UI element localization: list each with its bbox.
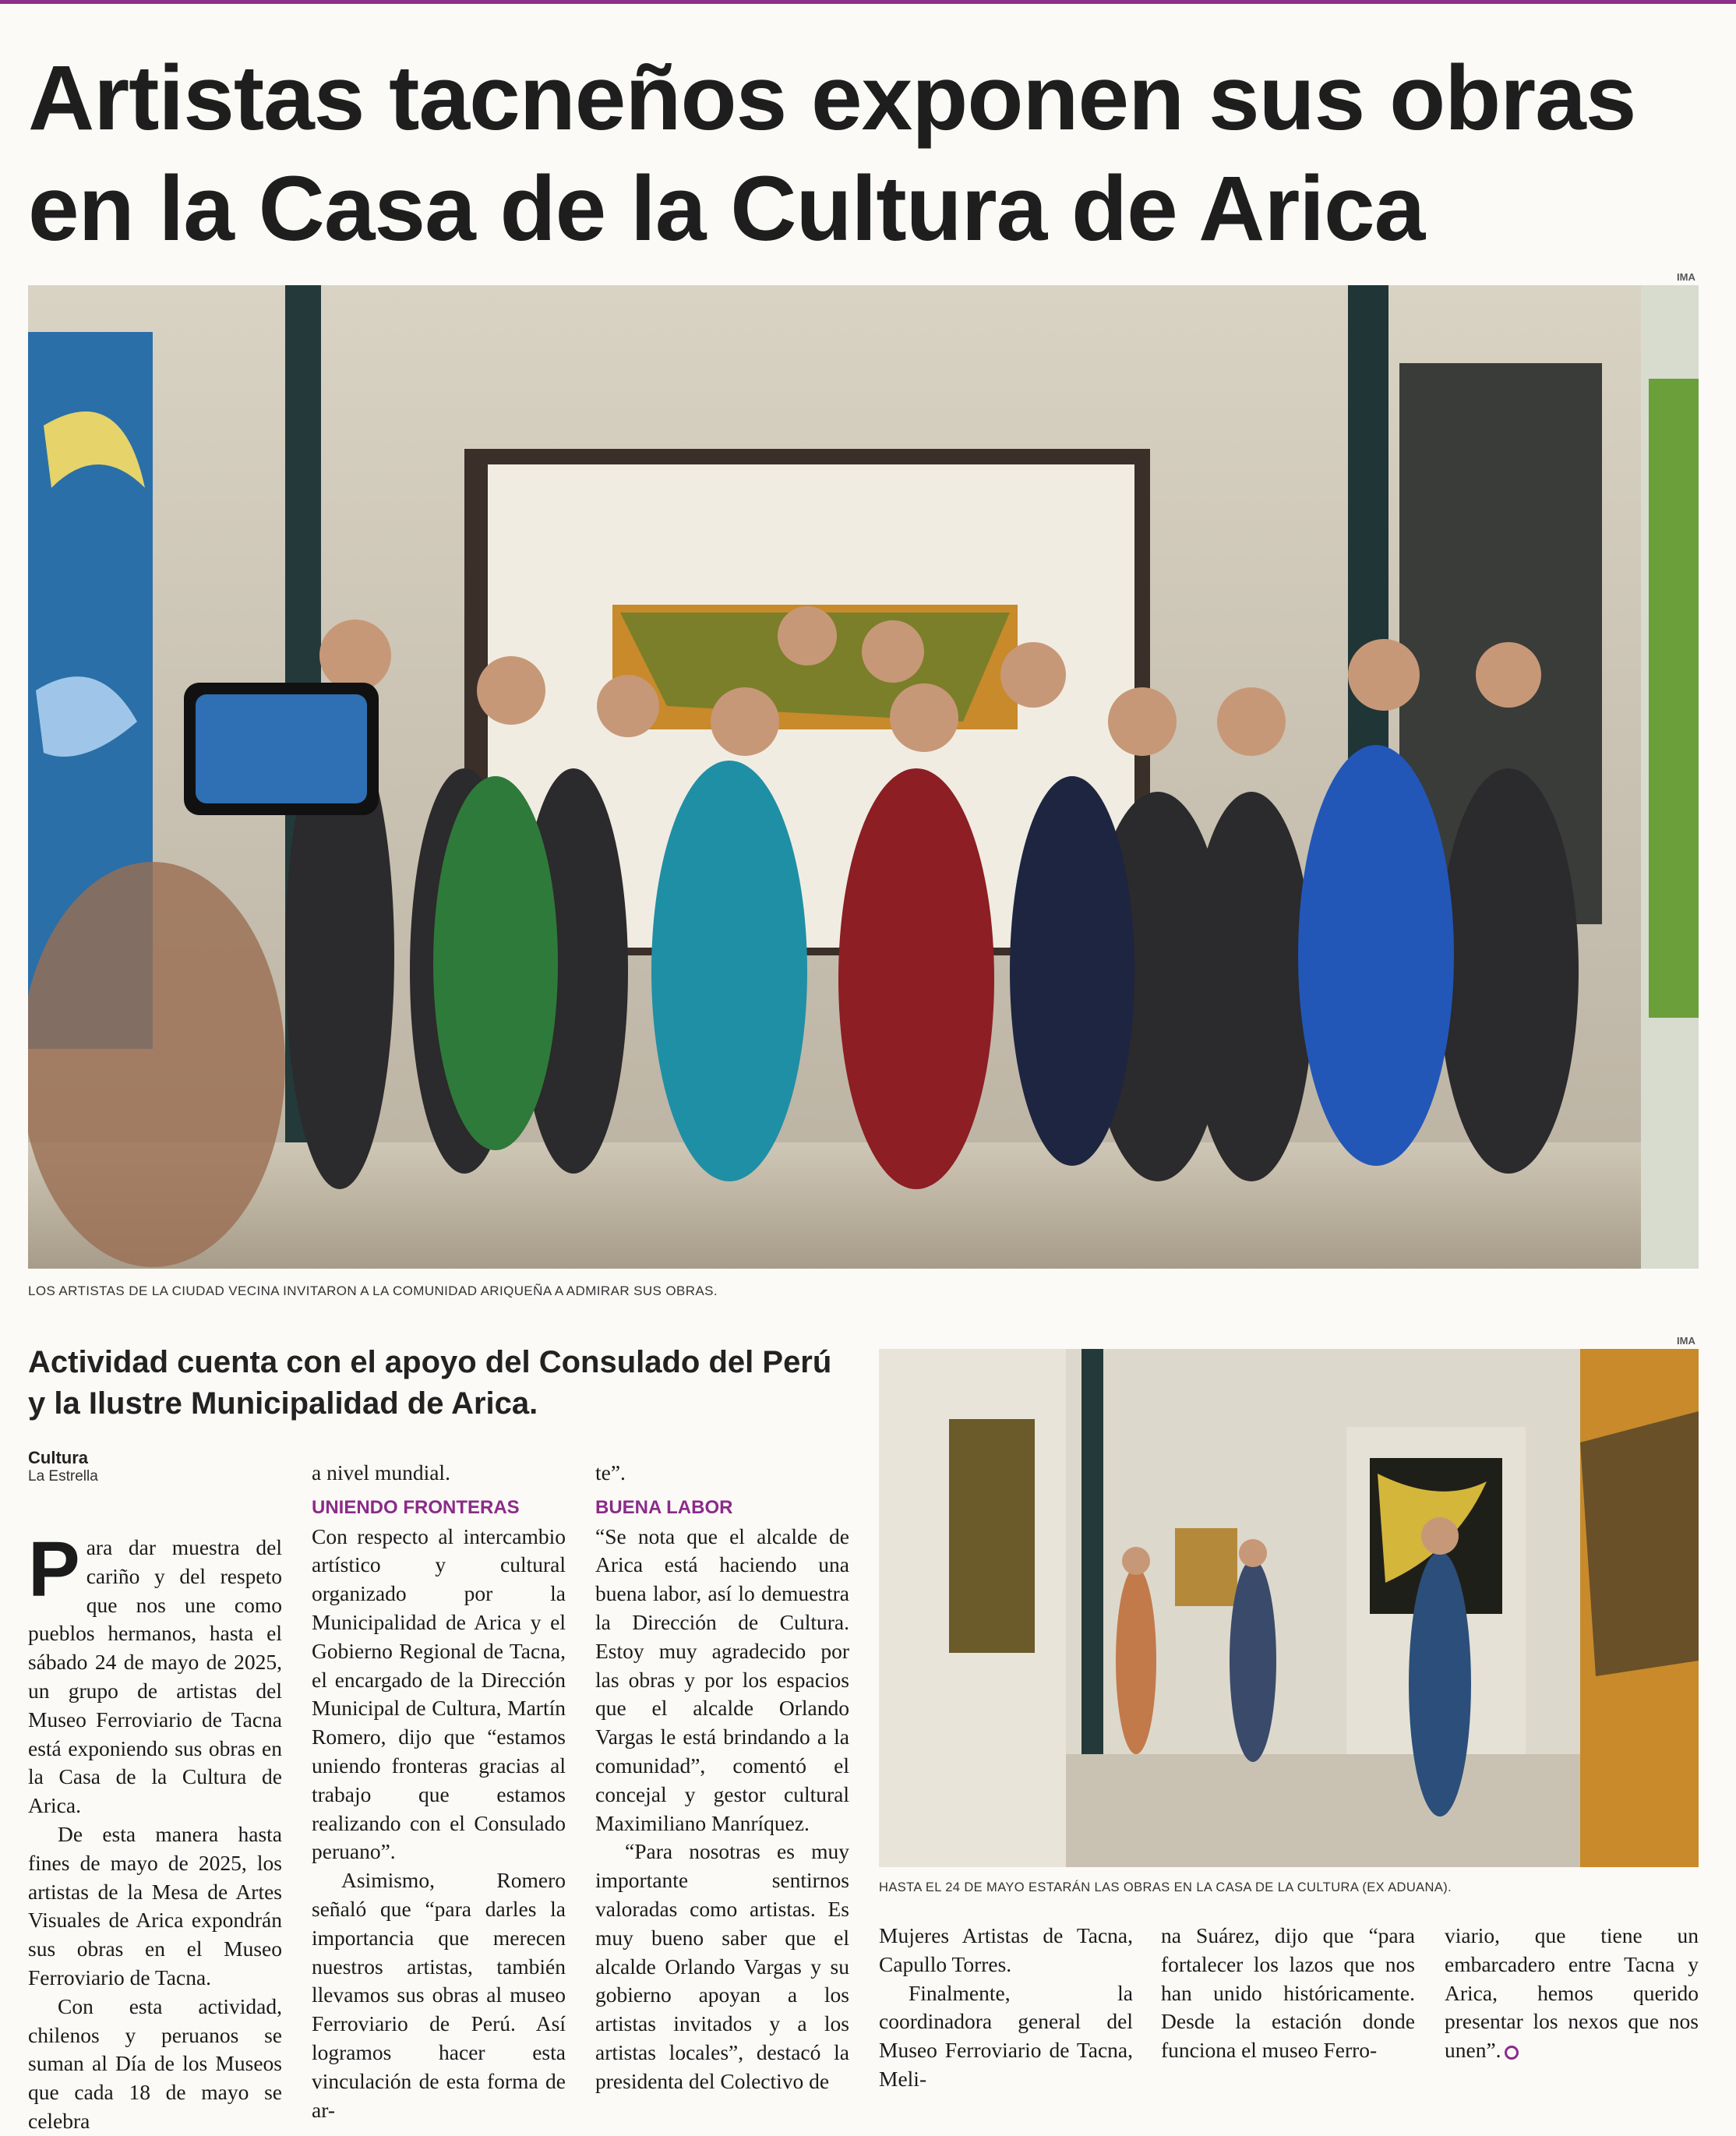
- deck: Actividad cuenta con el apoyo del Consulado del Perú y la Ilustre Municipalidad de Arica.: [28, 1345, 832, 1421]
- paragraph-continued: [1445, 1922, 1699, 2065]
- paragraph-continued: Mujeres Artistas de Tacna, Capullo Torres.: [879, 1923, 1133, 1976]
- body-column-2: [312, 1459, 566, 2122]
- second-photo-illustration: [879, 1349, 1699, 1867]
- subheading-uniendo-fronteras: UNIENDO FRONTERAS: [312, 1496, 520, 1518]
- main-photo-credit: IMA: [1677, 271, 1695, 283]
- second-photo: [879, 1349, 1699, 1867]
- body-column-4: [879, 1922, 1133, 2091]
- paragraph-lead-text: ara dar muestra del cariño y del respeto que nos une como pueblos hermanos, hasta el sábado 24 de mayo de 2025, un grupo de artistas del Museo Ferroviario de Tacna está exponiendo sus obras en la Casa de la Cultura de Arica.: [28, 1535, 282, 1818]
- second-photo-caption: HASTA EL 24 DE MAYO ESTARÁN LAS OBRAS EN LA CASA DE LA CULTURA (EX ADUANA).: [879, 1880, 1452, 1894]
- main-photo-illustration: [28, 285, 1699, 1269]
- paragraph-continued: a nivel mundial.: [312, 1460, 450, 1485]
- paragraph: Con respecto al intercambio artístico y cultural organizado por la Municipalidad de Arica y el Gobierno Regional de Tacna, el encargado de la Dirección Municipal de Cultura, Martín Romero, dijo que “estamos uniendo fronteras gracias al trabajo que estamos realizando con el Consulado peruano”.: [312, 1523, 566, 1864]
- top-rule: [0, 0, 1736, 4]
- body-column-3: [595, 1459, 849, 2093]
- paragraph-lead: [28, 1526, 282, 1820]
- end-mark-icon: [1505, 2046, 1519, 2060]
- main-photo-caption: LOS ARTISTAS DE LA CIUDAD VECINA INVITARON A LA COMUNIDAD ARIQUEÑA A ADMIRAR SUS OBRAS.: [28, 1283, 718, 1298]
- body-column-5: [1161, 1922, 1415, 2085]
- body-column-6: [1445, 1922, 1699, 2085]
- paragraph-continued: te”.: [595, 1460, 626, 1485]
- paragraph: Finalmente, la coordinadora general del Museo Ferroviario de Tacna, Meli-: [879, 1980, 1133, 2091]
- paragraph: Con esta actividad, chilenos y peruanos se suman al Día de los Museos que cada 18 de mayo se celebra: [28, 1993, 282, 2133]
- second-photo-credit: IMA: [1677, 1335, 1695, 1347]
- body-column-1: [28, 1526, 282, 2133]
- paragraph: Asimismo, Romero señaló que “para darles la importancia que merecen nuestros artistas, también llevamos sus obras al museo Ferroviario de Perú. Así logramos hacer esta vinculación de esta forma de ar-: [312, 1868, 566, 2122]
- paragraph: De esta manera hasta fines de mayo de 2025, los artistas de la Mesa de Artes Visuales de Arica expondrán sus obras en el Museo Ferroviario de Tacna.: [28, 1821, 282, 1989]
- closing-text: viario, que tiene un embarcadero entre Tacna y Arica, hemos querido presentar los nexos que nos unen”.: [1445, 1923, 1699, 2063]
- headline: Artistas tacneños exponen sus obras en la Casa de la Cultura de Arica: [28, 47, 1636, 260]
- paragraph: “Se nota que el alcalde de Arica está haciendo una buena labor, así lo demuestra la Dirección de Cultura. Estoy muy agradecido por las obras y por los espacios que el alcalde Orlando Vargas le está brindando a la comunidad”, comentó el concejal y gestor cultural Maximiliano Manríquez.: [595, 1523, 849, 1835]
- section-source: La Estrella: [28, 1468, 98, 1485]
- main-photo: [28, 285, 1699, 1269]
- section-name: Cultura: [28, 1448, 88, 1467]
- paragraph: “Para nosotras es muy importante sentirnos valoradas como artistas. Es muy bueno saber que el alcalde Orlando Vargas y su gobierno apoyan a los artistas invitados y a los artistas locales”, destacó la presidenta del Colectivo de: [595, 1839, 849, 2093]
- subheading-buena-labor: BUENA LABOR: [595, 1496, 733, 1518]
- drop-cap: P: [28, 1526, 80, 1613]
- paragraph-continued: na Suárez, dijo que “para fortalecer los lazos que nos han unido históricamente. Desde la estación donde funciona el museo Ferro-: [1161, 1923, 1415, 2063]
